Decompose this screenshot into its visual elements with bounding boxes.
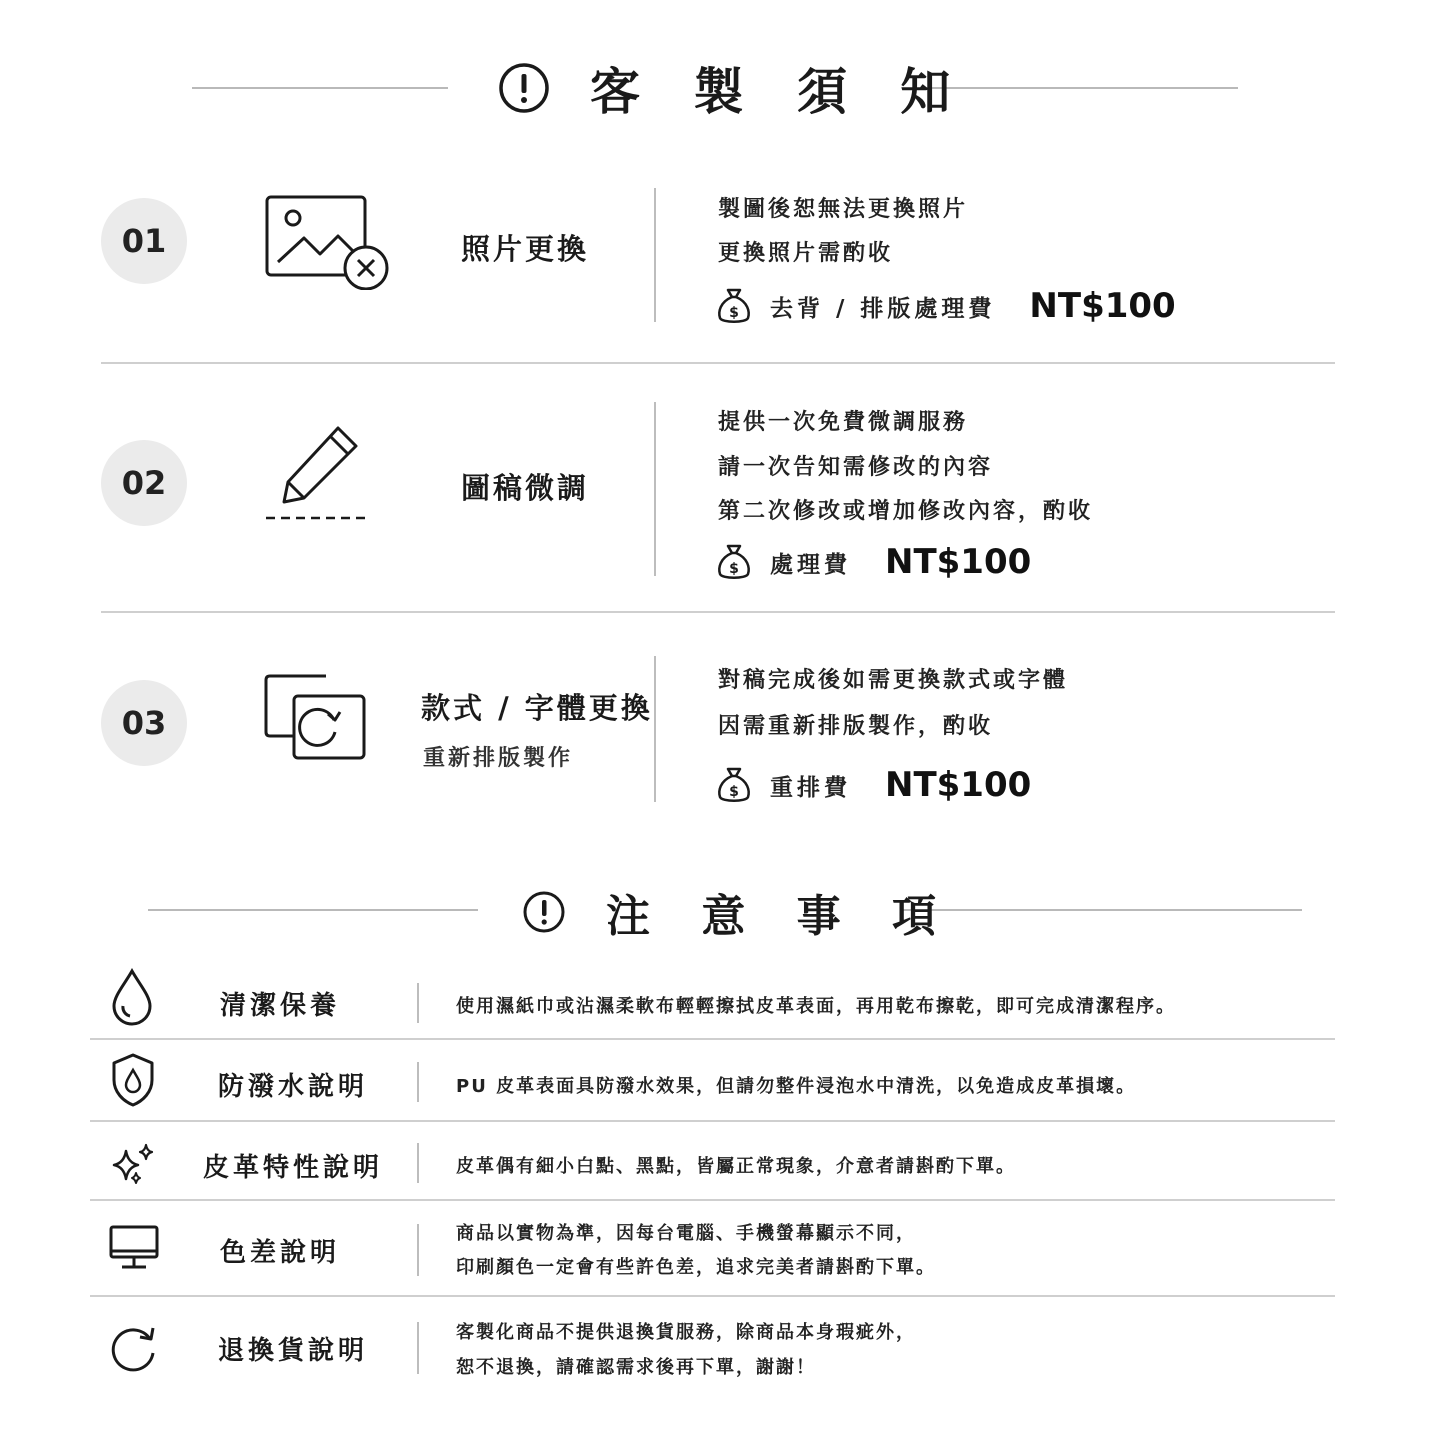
- exclamation-circle-icon: [522, 890, 566, 934]
- step-subtitle: 重新排版製作: [423, 746, 574, 771]
- note-text-line: 皮革偶有細小白點、黑點，皆屬正常現象，介意者請斟酌下單。: [456, 1156, 1016, 1177]
- svg-text:$: $: [729, 784, 739, 800]
- step-number-badge: 03: [101, 680, 187, 766]
- note-title: 皮革特性說明: [202, 1153, 383, 1183]
- step-description-line: 提供一次免費微調服務: [718, 410, 969, 435]
- money-bag-icon: [716, 542, 752, 582]
- custom-notice-title: 客 製 須 知: [590, 63, 969, 121]
- step-description-line: 更換照片需酌收: [718, 241, 894, 266]
- header-rule-left: [148, 909, 478, 911]
- note-row-divider: [90, 1295, 1335, 1297]
- step-title: 照片更換: [461, 232, 590, 266]
- note-text-line: 恕不退換，請確認需求後再下單，謝謝！: [456, 1357, 816, 1378]
- note-text-line: 使用濕紙巾或沾濕柔軟布輕輕擦拭皮革表面，再用乾布擦乾，即可完成清潔程序。: [456, 996, 1176, 1017]
- svg-text:$: $: [729, 561, 739, 577]
- note-title: 色差說明: [219, 1238, 340, 1268]
- layout-refresh-icon: [264, 674, 368, 762]
- header-rule-right: [924, 87, 1238, 89]
- fee-label: 重排費: [770, 774, 851, 801]
- note-row-divider: [90, 1038, 1335, 1040]
- step-description-line: 請一次告知需修改的內容: [718, 455, 994, 480]
- step-description-line: 第二次修改或增加修改內容，酌收: [718, 499, 1094, 524]
- note-text-line: 客製化商品不提供退換貨服務，除商品本身瑕疵外，: [456, 1322, 916, 1343]
- note-divider: [417, 1143, 419, 1183]
- fee-price: NT$100: [1029, 286, 1176, 326]
- notes-heading: [522, 884, 954, 940]
- column-divider: [654, 188, 656, 322]
- fee-row: [716, 540, 1031, 584]
- monitor-icon: [108, 1224, 160, 1272]
- step-number-badge: 01: [101, 198, 187, 284]
- refresh-icon: [108, 1323, 160, 1373]
- photo-remove-icon: [264, 194, 392, 290]
- step-number-badge: 02: [101, 440, 187, 526]
- fee-price: NT$100: [885, 765, 1032, 805]
- note-title: 清潔保養: [219, 991, 340, 1021]
- step-divider: [101, 611, 1335, 613]
- step-description-line: 製圖後恕無法更換照片: [718, 197, 969, 222]
- fee-label: 處理費: [770, 551, 851, 578]
- svg-text:$: $: [729, 305, 739, 321]
- water-drop-icon: [110, 968, 154, 1028]
- step-description-line: 因需重新排版製作，酌收: [718, 714, 994, 739]
- step-title: 圖稿微調: [461, 471, 590, 505]
- header-rule-right: [900, 909, 1302, 911]
- note-row-divider: [90, 1120, 1335, 1122]
- fee-price: NT$100: [885, 542, 1032, 582]
- note-title: 退換貨說明: [217, 1336, 368, 1366]
- fee-row: [716, 763, 1031, 807]
- money-bag-icon: [716, 286, 752, 326]
- fee-row: [716, 284, 1176, 328]
- column-divider: [654, 656, 656, 802]
- notes-title: 注 意 事 項: [606, 891, 954, 942]
- shield-drop-icon: [110, 1052, 156, 1108]
- note-text-line: 印刷顏色一定會有些許色差，追求完美者請斟酌下單。: [456, 1257, 936, 1278]
- note-divider: [417, 1062, 419, 1102]
- note-divider: [417, 983, 419, 1023]
- header-rule-left: [192, 87, 448, 89]
- note-text-line: PU 皮革表面具防潑水效果，但請勿整件浸泡水中清洗，以免造成皮革損壞。: [456, 1076, 1137, 1097]
- note-text-line: 商品以實物為準，因每台電腦、手機螢幕顯示不同，: [456, 1223, 916, 1244]
- note-divider: [417, 1322, 419, 1374]
- custom-notice-heading: [498, 56, 968, 120]
- step-divider: [101, 362, 1335, 364]
- fee-label: 去背 / 排版處理費: [770, 295, 996, 322]
- sparkle-icon: [110, 1143, 158, 1185]
- money-bag-icon: [716, 765, 752, 805]
- step-description-line: 對稿完成後如需更換款式或字體: [718, 668, 1069, 693]
- exclamation-circle-icon: [498, 62, 550, 114]
- pencil-edit-icon: [264, 422, 368, 522]
- step-title: 款式 / 字體更換: [421, 691, 653, 725]
- note-title: 防潑水說明: [217, 1072, 368, 1102]
- note-row-divider: [90, 1199, 1335, 1201]
- column-divider: [654, 402, 656, 576]
- note-divider: [417, 1224, 419, 1276]
